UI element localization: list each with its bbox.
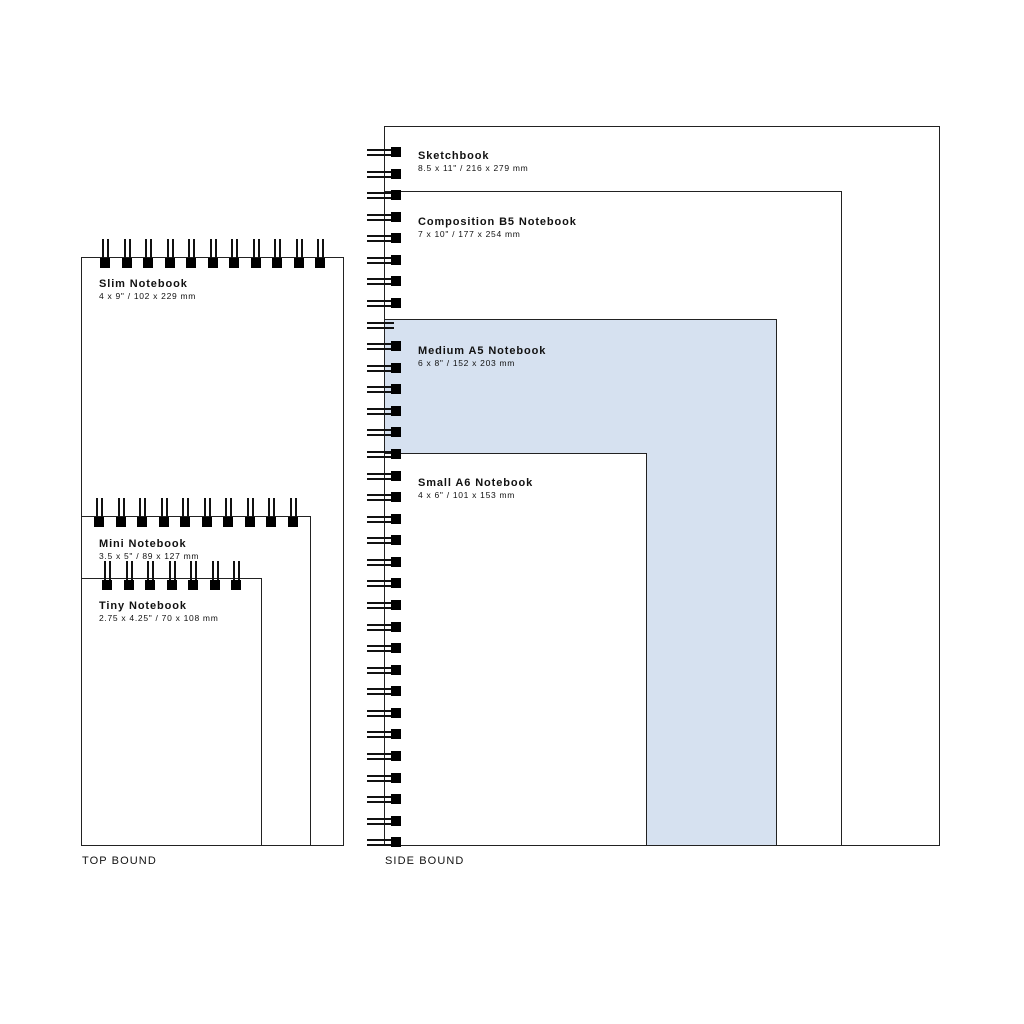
spiral-ring-icon	[367, 320, 402, 330]
spiral-ring-icon	[188, 561, 200, 590]
spiral-ring-icon	[251, 239, 263, 268]
spiral-ring-icon	[367, 212, 402, 222]
spiral-ring-icon	[245, 498, 257, 527]
notebook-title: Sketchbook	[418, 150, 490, 162]
spiral-ring-icon	[272, 239, 284, 268]
spiral-ring-icon	[367, 751, 402, 761]
spiral-ring-icon	[159, 498, 171, 527]
spiral-ring-icon	[122, 239, 134, 268]
mini-notebook-label	[99, 538, 199, 562]
spiral-ring-icon	[367, 514, 402, 524]
small-a6-outline	[384, 453, 647, 846]
notebook-dimensions: 2.75 x 4.25" / 70 x 108 mm	[99, 613, 219, 623]
spiral-ring-icon	[367, 471, 402, 481]
spiral-ring-icon	[367, 708, 402, 718]
spiral-ring-icon	[145, 561, 157, 590]
notebook-title: Small A6 Notebook	[418, 477, 534, 489]
spiral-ring-icon	[367, 578, 402, 588]
spiral-ring-icon	[367, 298, 402, 308]
spiral-ring-icon	[367, 837, 402, 847]
top-bound-caption: TOP BOUND	[82, 855, 157, 867]
spiral-ring-icon	[367, 600, 402, 610]
spiral-ring-icon	[367, 147, 402, 157]
spiral-ring-icon	[167, 561, 179, 590]
spiral-ring-icon	[367, 557, 402, 567]
medium-a5-label	[418, 345, 546, 369]
spiral-ring-icon	[367, 492, 402, 502]
spiral-ring-icon	[367, 427, 402, 437]
spiral-ring-icon	[231, 561, 243, 590]
notebook-title: Medium A5 Notebook	[418, 345, 547, 357]
spiral-ring-icon	[367, 255, 402, 265]
spiral-ring-icon	[294, 239, 306, 268]
notebook-dimensions: 4 x 9" / 102 x 229 mm	[99, 291, 197, 301]
spiral-ring-icon	[102, 561, 114, 590]
spiral-ring-icon	[367, 816, 402, 826]
spiral-ring-icon	[223, 498, 235, 527]
spiral-ring-icon	[367, 406, 402, 416]
notebook-title: Mini Notebook	[99, 538, 187, 550]
small-a6-label	[418, 477, 533, 501]
spiral-ring-icon	[367, 535, 402, 545]
spiral-ring-icon	[315, 239, 327, 268]
spiral-ring-icon	[367, 665, 402, 675]
spiral-ring-icon	[116, 498, 128, 527]
spiral-ring-icon	[367, 773, 402, 783]
spiral-ring-icon	[143, 239, 155, 268]
spiral-ring-icon	[367, 729, 402, 739]
tiny-notebook-label	[99, 600, 219, 624]
spiral-ring-icon	[94, 498, 106, 527]
spiral-ring-icon	[288, 498, 300, 527]
spiral-ring-icon	[210, 561, 222, 590]
notebook-title: Composition B5 Notebook	[418, 216, 577, 228]
spiral-ring-icon	[367, 341, 402, 351]
side-bound-caption: SIDE BOUND	[385, 855, 465, 867]
notebook-dimensions: 4 x 6" / 101 x 153 mm	[418, 490, 516, 500]
spiral-ring-icon	[367, 276, 402, 286]
spiral-ring-icon	[266, 498, 278, 527]
slim-notebook-label	[99, 278, 196, 302]
spiral-ring-icon	[367, 169, 402, 179]
spiral-ring-icon	[367, 686, 402, 696]
sketchbook-label	[418, 150, 528, 174]
spiral-ring-icon	[186, 239, 198, 268]
spiral-ring-icon	[180, 498, 192, 527]
spiral-ring-icon	[367, 643, 402, 653]
spiral-ring-icon	[100, 239, 112, 268]
spiral-ring-icon	[367, 363, 402, 373]
spiral-ring-icon	[367, 794, 402, 804]
notebook-dimensions: 7 x 10" / 177 x 254 mm	[418, 229, 521, 239]
spiral-ring-icon	[124, 561, 136, 590]
spiral-ring-icon	[202, 498, 214, 527]
spiral-ring-icon	[208, 239, 220, 268]
spiral-ring-icon	[137, 498, 149, 527]
composition-b5-label	[418, 216, 577, 240]
spiral-ring-icon	[367, 449, 402, 459]
spiral-ring-icon	[367, 384, 402, 394]
notebook-title: Slim Notebook	[99, 278, 188, 290]
notebook-dimensions: 8.5 x 11" / 216 x 279 mm	[418, 163, 529, 173]
spiral-ring-icon	[367, 190, 402, 200]
notebook-dimensions: 3.5 x 5" / 89 x 127 mm	[99, 551, 200, 561]
spiral-ring-icon	[229, 239, 241, 268]
spiral-ring-icon	[165, 239, 177, 268]
spiral-ring-icon	[367, 622, 402, 632]
notebook-title: Tiny Notebook	[99, 600, 187, 612]
spiral-ring-icon	[367, 233, 402, 243]
notebook-dimensions: 6 x 8" / 152 x 203 mm	[418, 358, 516, 368]
